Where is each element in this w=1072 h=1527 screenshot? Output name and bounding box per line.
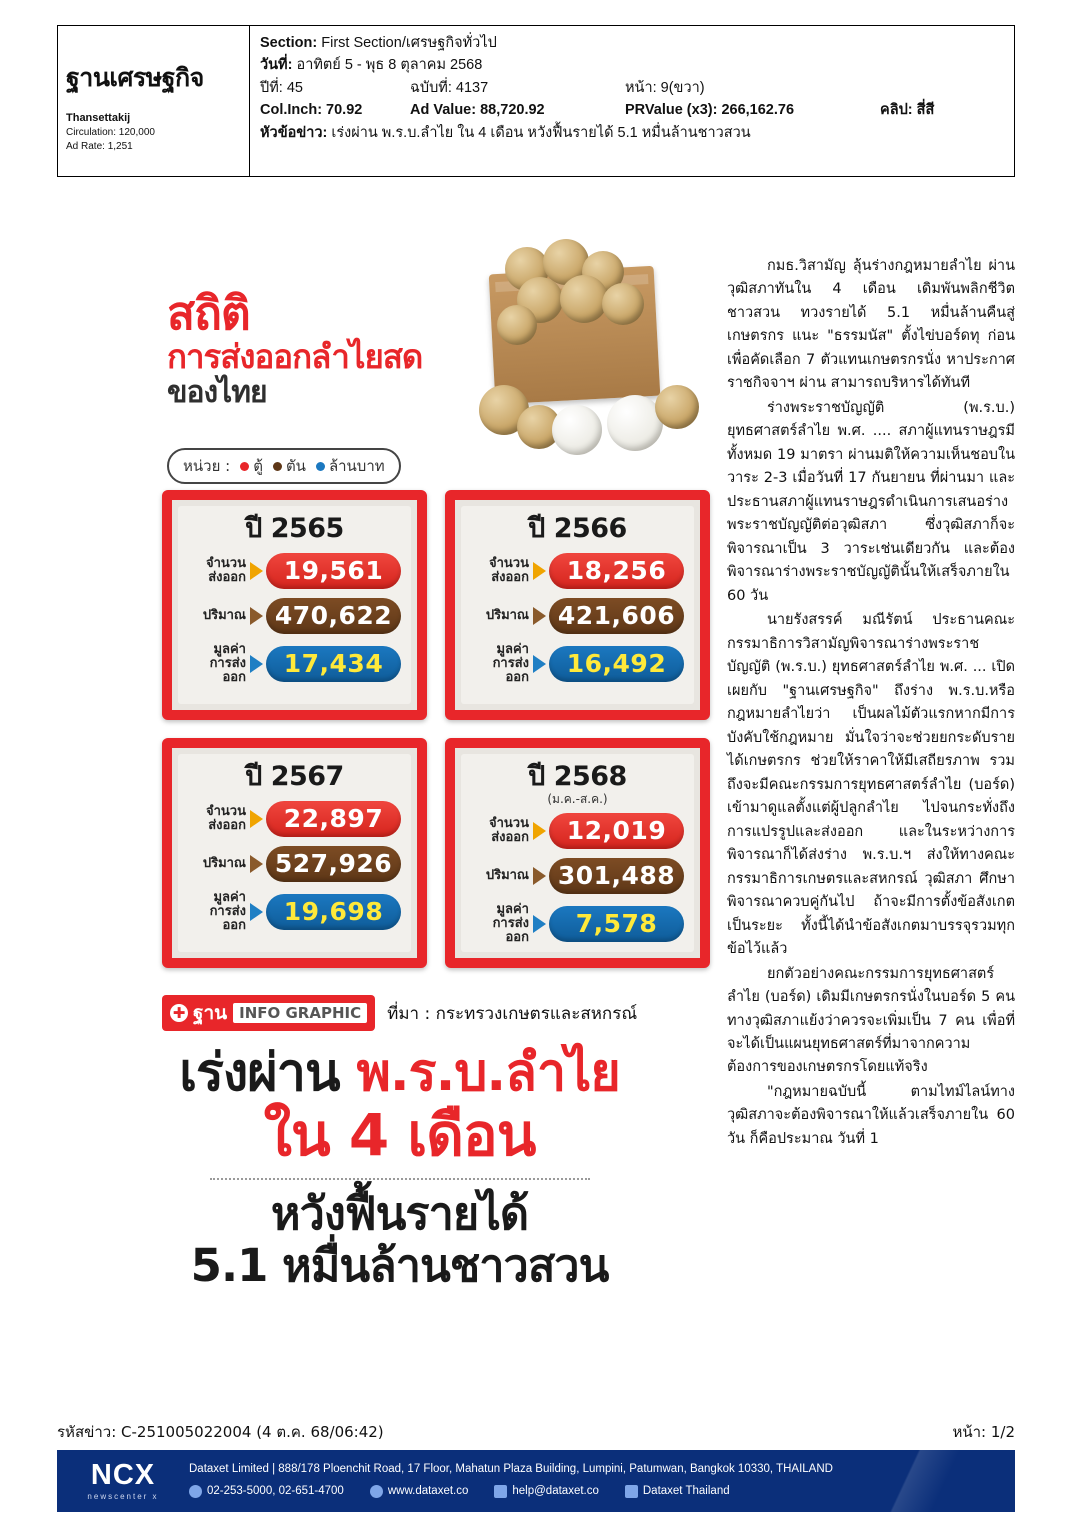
news-code: รหัสข่าว: C-251005022004 (4 ต.ค. 68/06:42)	[57, 1423, 384, 1441]
metric-label-volume: ปริมาณ	[202, 607, 246, 623]
metric-row-value	[471, 903, 684, 945]
facebook-icon	[625, 1485, 638, 1498]
legend-item-million-baht	[316, 454, 385, 478]
phone-icon	[189, 1485, 202, 1498]
metric-value-volume: 421,606	[549, 598, 684, 634]
footer-facebook[interactable]	[625, 1481, 730, 1503]
arrow-icon	[250, 903, 263, 921]
metric-value-value: 17,434	[266, 646, 401, 682]
publication-logo-th: ฐานเศรษฐกิจ	[66, 63, 204, 92]
headline-line1	[87, 1045, 712, 1102]
page-label: หน้า: 9(ขวา)	[625, 79, 705, 96]
footer-website-text: www.dataxet.co	[387, 1485, 469, 1497]
infographic-title-line1: สถิติ	[167, 286, 250, 340]
footer-phone	[189, 1481, 344, 1503]
legend-dot-red	[240, 462, 249, 471]
headline-line1-part2: พ.ร.บ.ลำไย	[356, 1043, 620, 1103]
legend-label-tons: ตัน	[285, 457, 306, 475]
footer-email-text: help@dataxet.co	[512, 1485, 599, 1497]
mail-icon	[494, 1485, 507, 1498]
ncx-logo-sub: newscenter x	[87, 1492, 159, 1501]
value-row	[260, 99, 1004, 121]
card-year-label: ปี 2568	[528, 761, 627, 792]
circulation-label: Circulation: 120,000	[66, 127, 155, 138]
infographic-title-line3: ของไทย	[167, 374, 267, 410]
arrow-icon	[533, 822, 546, 840]
year-card	[445, 490, 710, 720]
ncx-logo	[57, 1461, 189, 1501]
article-column	[727, 255, 1015, 1152]
infographic-source-bar	[162, 995, 712, 1031]
year-card	[162, 738, 427, 968]
footer-bar	[57, 1450, 1015, 1512]
metric-label-volume: ปริมาณ	[202, 855, 246, 871]
infographic	[57, 200, 712, 1390]
ad-rate-label: Ad Rate: 1,251	[66, 141, 133, 152]
metric-row-volume	[188, 598, 401, 634]
arrow-icon	[250, 810, 263, 828]
card-year-label: ปี 2565	[245, 513, 344, 544]
legend-dot-blue	[316, 462, 325, 471]
article-paragraph: ยกตัวอย่างคณะกรรมการยุทธศาสตร์ลำไย (บอร์ด) เดิมมีเกษตรกรนั่งในบอร์ด 5 คน ทางวุฒิสภาแย้งว่าควรจะเพิ่มเป็น 7 คน เพื่อที่จะได้เป็นแผนยุทธศาสตร์ที่มาจากความต้องการของเกษตรกรโดยแท้จริง	[727, 965, 1015, 1076]
legend-prefix: หน่วย :	[183, 457, 231, 475]
masthead-details	[250, 26, 1014, 176]
legend-label-containers: ตู้	[253, 457, 263, 475]
headline-line2: ใน 4 เดือน	[263, 1101, 536, 1170]
year-label: ปีที่: 45	[260, 79, 303, 96]
metric-value-value: 19,698	[266, 894, 401, 930]
footer-contact	[189, 1459, 833, 1503]
legend-label-million-baht: ล้านบาท	[328, 457, 385, 475]
footer-phone-text: 02-253-5000, 02-651-4700	[207, 1485, 344, 1497]
arrow-icon	[533, 607, 546, 625]
metric-value-export-count: 12,019	[549, 813, 684, 849]
arrow-icon	[533, 655, 546, 673]
headline-line1-part1: เร่งผ่าน	[179, 1043, 357, 1103]
footer-facebook-text: Dataxet Thailand	[642, 1485, 730, 1497]
card-year-label: ปี 2566	[528, 513, 627, 544]
news-headline-row	[260, 122, 1004, 144]
section-value: First Section/เศรษฐกิจทั่วไป	[321, 35, 497, 51]
metric-label-value: มูลค่า การส่งออก	[209, 641, 246, 685]
prvalue-label: PRValue (x3): 266,162.76	[625, 102, 795, 119]
year-card	[162, 490, 427, 720]
advalue-label: Ad Value: 88,720.92	[410, 102, 545, 119]
footer-address: Dataxet Limited | 888/178 Ploenchit Road, 17 Floor, Mahatun Plaza Building, Lumpini, Patumwan, Bangkok 10330, THAILAND	[189, 1463, 833, 1476]
metric-value-volume: 527,926	[266, 846, 401, 882]
metric-label-value: มูลค่า การส่งออก	[492, 641, 529, 685]
article-headline	[87, 1045, 712, 1291]
globe-icon	[370, 1485, 383, 1498]
article-paragraph: "กฎหมายฉบับนี้ ตามไทม์ไลน์ทางวุฒิสภาจะต้องพิจารณาให้แล้วเสร็จภายใน 60 วัน ก็คือประมาณ วันที่ 1	[727, 1083, 1015, 1147]
metric-row-export-count	[471, 553, 684, 589]
metric-row-export-count	[188, 801, 401, 837]
clip-label: คลิป: สี่สี	[880, 102, 935, 119]
headline-line3: หวังฟื้นรายได้	[270, 1186, 529, 1240]
footer-website[interactable]	[370, 1481, 469, 1503]
infographic-title-line2: การส่งออกลำไยสด	[167, 337, 423, 376]
news-headline-label: หัวข้อข่าว:	[260, 124, 328, 141]
metric-value-export-count: 22,897	[266, 801, 401, 837]
article-paragraph: ร่างพระราชบัญญัติ (พ.ร.บ.) ยุทธศาสตร์ลำไย พ.ศ. .... สภาผู้แทนราษฎรมีทั้งหมด 19 มาตรา ผ่านมติให้ความเห็นชอบในวาระ 2-3 เมื่อวันที่ 17 กันยายน ที่ผ่านมา และประธานสภาผู้แทนราษฎรดำเนินการเสนอร่างพระราชบัญญัติต่อวุฒิสภา ซึ่งวุฒิสภาก็จะพิจารณาเป็น 3 วาระเช่นเดียวกัน และต้องพิจารณาร่างพระราชบัญญัตินั้นให้เสร็จภายใน 60 วัน	[727, 399, 1015, 604]
card-year-note: (ม.ค.-ส.ค.)	[547, 791, 608, 806]
metric-label-value: มูลค่า การส่งออก	[209, 889, 246, 933]
section-row	[260, 32, 1004, 54]
footer-email[interactable]	[494, 1481, 598, 1503]
arrow-icon	[250, 855, 263, 873]
year-cards	[162, 490, 712, 980]
legend-item-containers	[240, 454, 263, 478]
metric-label-export-count: จำนวน ส่งออก	[206, 803, 246, 833]
metric-label-export-count: จำนวน ส่งออก	[206, 555, 246, 585]
legend-dot-brown	[273, 462, 282, 471]
metric-value-volume: 470,622	[266, 598, 401, 634]
arrow-icon	[250, 607, 263, 625]
card-year-label: ปี 2567	[245, 761, 344, 792]
article-paragraph: กมธ.วิสามัญ ลุ้นร่างกฎหมายลำไย ผ่านวุฒิสภาทันใน 4 เดือน เดิมพันพลิกชีวิตชาวสวน ทวงรายได้ 5.1 หมื่นล้านคืนสู่เกษตรกร แนะ "ธรรมนัส" ตั้งไข่บอร์ดทุ ก่อน เพื่อคัดเลือก 7 ตัวแทนเกษตรกรนั่ง หาประกาศราชกิจจาฯ ผ่าน สามารถบริหารได้ทันที	[727, 258, 1015, 392]
masthead	[57, 25, 1015, 177]
badge-info-text: INFO GRAPHIC	[233, 1003, 367, 1023]
metric-value-value: 16,492	[549, 646, 684, 682]
page-number: หน้า: 1/2	[952, 1423, 1015, 1441]
issue-label: ฉบับที่: 4137	[410, 79, 489, 96]
page-content	[57, 200, 1015, 1410]
date-value: อาทิตย์ 5 - พุธ 8 ตุลาคม 2568	[296, 57, 483, 74]
metric-row-volume	[471, 598, 684, 634]
metric-label-value: มูลค่า การส่งออก	[492, 901, 529, 945]
footer-meta	[57, 1420, 1015, 1444]
arrow-icon	[533, 915, 546, 933]
metric-label-volume: ปริมาณ	[485, 607, 529, 623]
metric-value-export-count: 19,561	[266, 553, 401, 589]
metric-row-export-count	[471, 813, 684, 849]
metric-row-export-count	[188, 553, 401, 589]
metric-row-value	[471, 643, 684, 685]
publication-logo-en: Thansettakij	[66, 112, 131, 124]
section-label: Section:	[260, 35, 318, 51]
issue-row	[260, 77, 1004, 99]
arrow-icon	[250, 562, 263, 580]
thansettakij-infographic-badge	[162, 995, 375, 1031]
date-row	[260, 54, 1004, 76]
metric-row-volume	[188, 846, 401, 882]
plus-icon: ✚	[170, 1004, 188, 1022]
metric-row-value	[188, 643, 401, 685]
metric-value-volume: 301,488	[549, 858, 684, 894]
ncx-logo-main: NCX	[90, 1459, 156, 1491]
footer-contact-line	[189, 1481, 833, 1503]
metric-value-value: 7,578	[549, 906, 684, 942]
metric-label-export-count: จำนวน ส่งออก	[489, 815, 529, 845]
article-paragraph: นายรังสรรค์ มณีรัตน์ ประธานคณะกรรมาธิการวิสามัญพิจารณาร่างพระราชบัญญัติ (พ.ร.บ.) ยุทธศาสตร์ลำไย พ.ศ. ... เปิดเผยกับ "ฐานเศรษฐกิจ" ถึงร่าง พ.ร.บ.หรือกฎหมายลำไยว่า เป็นผลไม้ตัวแรกหากมีการบังคับใช้กฎหมาย มั่นใจว่าจะช่วยยกระดับรายได้เกษตรกร ช่วยให้ราคาให้มีเสถียรภาพ รวมถึงจะมีคณะกรรมการยุทธศาสตร์ลำไย (บอร์ด) เข้ามาดูแลตั้งแต่ผู้ปลูกลำไย ไปจนกระทั่งถึงการแปรรูปและส่งออก และในระหว่างการพิจารณาก็ได้ส่งร่าง พ.ร.บ.ฯ ส่งให้ทางคณะกรรมาธิการเกษตรและสหกรณ์ วุฒิสภา ศึกษาพิจารณาควบคู่กันไป ถ้าจะมีการตั้งข้อสังเกตเป็นระยะ ทั้งนี้ได้นำข้อสังเกตมาบรรจุรวมทุกข้อไว้แล้ว	[727, 612, 1015, 958]
metric-value-export-count: 18,256	[549, 553, 684, 589]
metric-label-volume: ปริมาณ	[485, 867, 529, 883]
metric-row-value	[188, 891, 401, 933]
source-label: ที่มา : กระทรวงเกษตรและสหกรณ์	[387, 1003, 638, 1024]
metric-row-volume	[471, 858, 684, 894]
headline-divider	[210, 1178, 590, 1180]
badge-text: ฐาน	[193, 1002, 228, 1024]
chart-legend	[167, 448, 401, 484]
date-label: วันที่:	[260, 57, 293, 74]
legend-item-tons	[273, 454, 306, 478]
arrow-icon	[533, 562, 546, 580]
masthead-publication	[58, 26, 250, 176]
headline-line4: 5.1 หมื่นล้านชาวสวน	[190, 1238, 609, 1292]
arrow-icon	[533, 867, 546, 885]
news-headline-value: เร่งผ่าน พ.ร.บ.ลำไย ใน 4 เดือน หวังฟื้นรายได้ 5.1 หมื่นล้านชาวสวน	[331, 124, 751, 141]
arrow-icon	[250, 655, 263, 673]
year-card	[445, 738, 710, 968]
metric-label-export-count: จำนวน ส่งออก	[489, 555, 529, 585]
colinch-label: Col.Inch: 70.92	[260, 102, 363, 119]
infographic-title	[167, 286, 497, 410]
